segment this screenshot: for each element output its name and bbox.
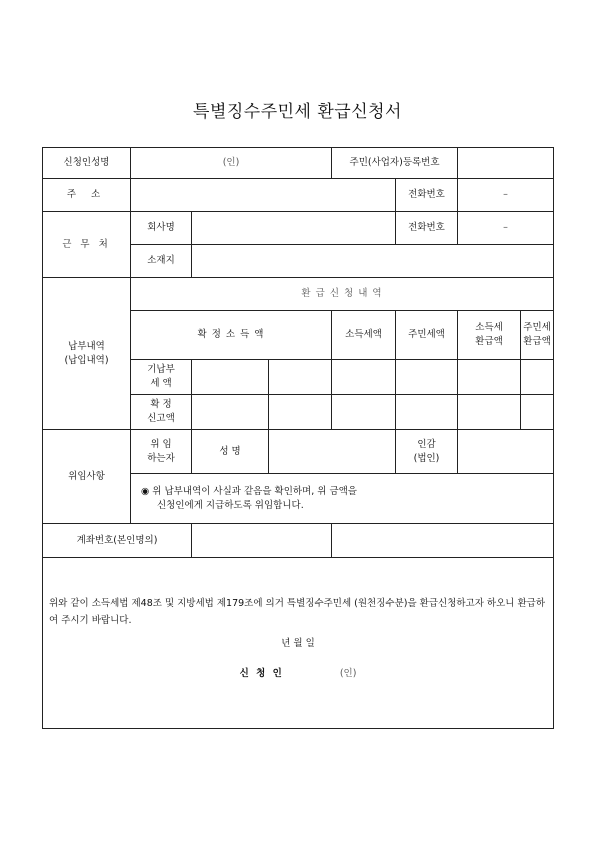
address-phone-label: 전화번호 [396,179,458,212]
refund-application-form [42,147,554,729]
payment-label [43,278,131,430]
prepaid-resident-refund-field[interactable] [521,360,553,394]
payment-label-line2: (납입내역) [64,354,109,366]
statement-seal: (인) [339,668,357,680]
col-confirmed-income: 확 정 소 득 액 [131,311,332,360]
seal-line1: 인감 [417,438,436,450]
col-resident-refund-line2: 환급액 [523,336,551,347]
col-refunds [458,311,554,360]
col-resident-tax-refund [521,311,553,359]
page-title: 특별징수주민세 환급신청서 [193,102,402,122]
confirmed-resident-tax-field[interactable] [396,395,458,430]
seal-line2: (법인) [413,452,440,464]
confirmed-income-tax-field[interactable] [332,395,396,430]
row-prepaid-label [131,360,192,395]
address-phone-field[interactable]: – [458,179,554,212]
applicant-name-label: 신청인성명 [43,148,131,179]
payment-label-line1: 납부내역 [68,340,105,352]
company-location-label: 소재지 [131,245,192,278]
prepaid-income-field[interactable] [192,360,269,395]
applicant-seal: (인) [222,157,240,169]
delegation-note [131,474,554,524]
col-income-tax-refund [458,311,521,359]
resident-id-field[interactable] [458,148,554,179]
address-label: 주 소 [43,179,131,212]
company-name-field[interactable] [192,212,396,245]
row-confirmed-line1: 확 정 [150,399,172,411]
statement-text: 위와 같이 소득세법 제48조 및 지방세법 제179조에 의거 특별징수주민세 (원천징수분)을 환급신청하고자 하오니 환급하여 주시기 바랍니다. [49,598,546,626]
prepaid-resident-tax-field[interactable] [396,360,458,395]
delegate-name-field[interactable] [269,430,396,474]
confirmed-refund-cells [458,395,554,430]
prepaid-income-refund-field[interactable] [458,360,521,394]
account-label: 계좌번호(본인명의) [43,524,192,558]
row-prepaid-line2: 세 액 [150,378,172,389]
statement-section [43,558,554,729]
prepaid-income-tax-field[interactable] [332,360,396,395]
row-confirmed-label [131,395,192,430]
delegation-note-line1: ◉ 위 납부내역이 사실과 같음을 확인하며, 위 금액을 [141,485,357,497]
delegate-seal-label [396,430,458,474]
delegate-seal-field[interactable] [458,430,554,474]
confirmed-resident-refund-field[interactable] [521,395,553,429]
row-confirmed-line2: 신고액 [147,413,175,424]
row-prepaid-line1: 기납부 [147,364,175,376]
workplace-phone-label: 전화번호 [396,212,458,245]
account-number-field[interactable] [332,524,554,558]
confirmed-income-field-2[interactable] [269,395,332,430]
col-resident-tax: 주민세액 [396,311,458,360]
workplace-phone-field[interactable]: – [458,212,554,245]
statement-date: 년 월 일 [281,638,315,650]
col-resident-refund-line1: 주민세 [523,322,551,334]
col-income-tax: 소득세액 [332,311,396,360]
refund-details-header: 환 급 신 청 내 역 [131,278,554,311]
confirmed-income-field[interactable] [192,395,269,430]
delegation-label: 위임사항 [43,430,131,524]
workplace-label: 근 무 처 [43,212,131,278]
applicant-name-field[interactable] [131,148,332,179]
delegate-line1: 위 임 [150,438,172,450]
delegate-line2: 하는자 [147,452,175,464]
address-field[interactable] [131,179,396,212]
prepaid-income-field-2[interactable] [269,360,332,395]
delegate-name-label: 성 명 [192,430,269,474]
statement-applicant-label: 신 청 인 [239,668,284,680]
company-name-label: 회사명 [131,212,192,245]
col-income-refund-line1: 소득세 [475,322,503,334]
confirmed-income-refund-field[interactable] [458,395,521,429]
prepaid-refund-cells [458,360,554,395]
bank-name-field[interactable] [192,524,332,558]
delegate-label [131,430,192,474]
company-location-field[interactable] [192,245,554,278]
statement-signature [43,667,553,681]
col-income-refund-line2: 환급액 [475,336,503,347]
delegation-note-line2: 신청인에게 지급하도록 위임합니다. [157,499,304,511]
resident-id-label: 주민(사업자)등록번호 [332,148,458,179]
